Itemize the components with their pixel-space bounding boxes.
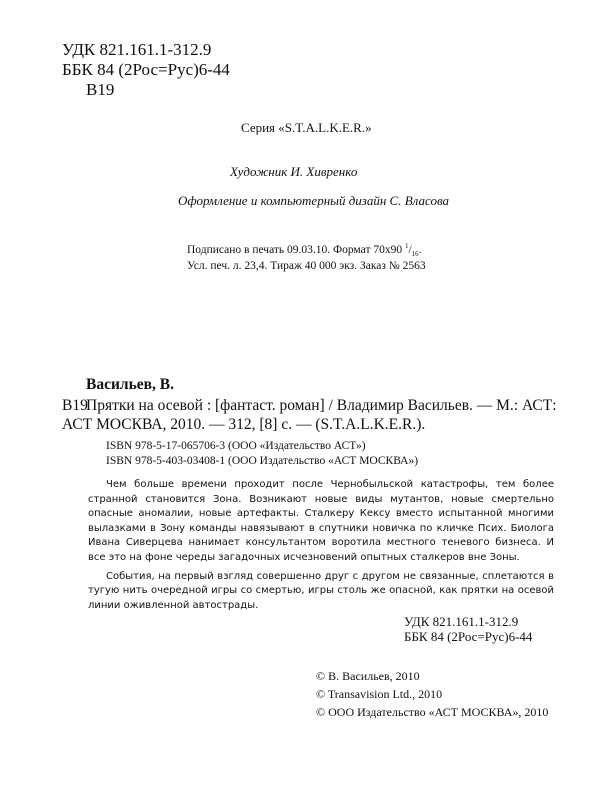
annotation-paragraph-1: Чем больше времени проходит после Чернобыльской катастрофы, тем более странной становится Зона. Возникают новые виды мутантов, новые смертельно опасные аномалии, новые артефакты. Сталкеру Кексу вместо испытанной многими вылазками в Зону команды навязывают в спутники новичка по кличке Псих. Биолога Ивана Сиверцева нанимает консультантом воротила местного теневого бизнеса. И все это на фоне череды загадочных исчезновений опытных сталкеров вне Зоны. [88, 479, 554, 563]
udk-code-bottom: УДК 821.161.1-312.9 [404, 614, 519, 629]
artist-credit: Художник И. Хивренко [230, 164, 358, 179]
format-fraction-numerator: 1 [404, 242, 409, 250]
udk-code-top: УДК 821.161.1-312.9 [62, 40, 212, 59]
annotation-paragraph-2: События, на первый взгляд совершенно друг с другом не связанные, сплетаются в тугую нить очередной игры со смертью, игры столь же опасной, как прятки на осевой линии оживленной автострады. [88, 570, 554, 611]
isbn-ast-moskva: ISBN 978-5-403-03408-1 (ООО Издательство «АСТ МОСКВА») [106, 455, 419, 467]
imprint-line-2: Усл. печ. л. 23,4. Тираж 40 000 экз. Заказ № 2563 [187, 260, 426, 272]
imprint-format-end: . [418, 243, 422, 256]
author-mark-top: В19 [86, 80, 115, 99]
bbk-code-top: ББК 84 (2Рос=Рус)6-44 [62, 60, 230, 79]
catalog-title-line-1: Прятки на осевой : [фантаст. роман] / Владимир Васильев. — М.: АСТ: [86, 397, 557, 414]
catalog-code: В19 [62, 397, 88, 414]
format-fraction-denominator: 16 [411, 250, 419, 259]
design-credit: Оформление и компьютерный дизайн С. Власова [178, 193, 449, 208]
imprint-line-1: Подписано в печать 09.03.10. Формат 70х90 $^1/_{16}$. [187, 242, 422, 259]
copyright-publisher: © ООО Издательство «АСТ МОСКВА», 2010 [316, 705, 549, 719]
series-line: Серия «S.T.A.L.K.E.R.» [241, 120, 372, 135]
copyright-transavision: © Transavision Ltd., 2010 [316, 687, 443, 701]
copyright-author: © В. Васильев, 2010 [316, 669, 420, 683]
catalog-title-line-2: АСТ МОСКВА, 2010. — 312, [8] с. — (S.T.A.L.K.E.R.). [62, 416, 426, 433]
imprint-signed-format: Подписано в печать 09.03.10. Формат 70х90 [187, 243, 405, 256]
catalog-author: Васильев, В. [86, 376, 175, 393]
bbk-code-bottom: ББК 84 (2Рос=Рус)6-44 [404, 629, 533, 644]
isbn-ast: ISBN 978-5-17-065706-3 (ООО «Издательство АСТ») [106, 440, 366, 452]
annotation [88, 478, 554, 613]
